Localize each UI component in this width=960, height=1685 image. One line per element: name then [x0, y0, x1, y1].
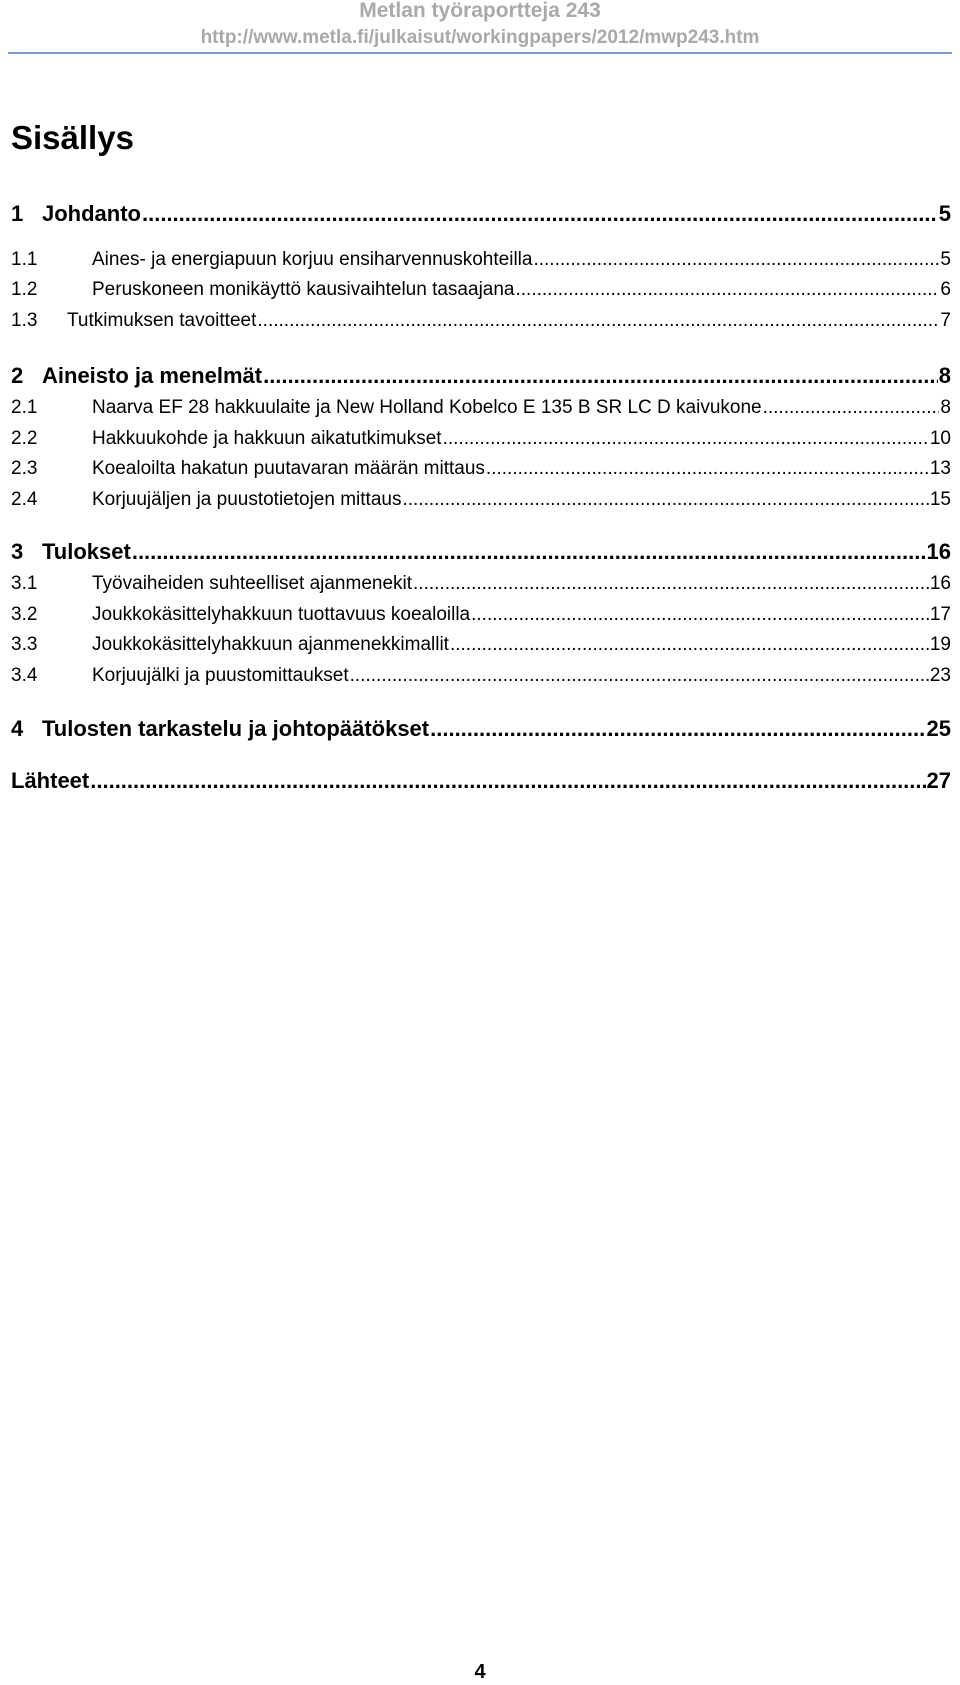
toc-entry-page: 23 — [929, 665, 951, 686]
toc-entry-label: Joukkokäsittelyhakkuun ajanmenekkimallit — [92, 634, 449, 655]
toc-entry-label: Lähteet — [11, 768, 90, 793]
toc-leader-dots — [402, 488, 928, 512]
toc-entry-number: 1.3 — [11, 310, 38, 331]
toc-entry-references[interactable] — [11, 767, 951, 795]
toc-entry-page: 19 — [929, 634, 951, 655]
toc-entry-page: 7 — [940, 310, 951, 331]
toc-entry-number: 3.3 — [11, 634, 38, 655]
toc-entry-label: Aineisto ja menelmät — [42, 363, 263, 388]
toc-entry[interactable] — [11, 457, 951, 481]
toc-leader-dots — [533, 248, 939, 272]
toc-entry[interactable] — [11, 427, 951, 451]
toc-entry-page: 5 — [940, 249, 951, 270]
toc-entry[interactable] — [11, 278, 951, 302]
toc-entry-label: Hakkuukohde ja hakkuun aikatutkimukset — [92, 428, 442, 449]
toc-entry-number: 1.1 — [11, 249, 38, 270]
toc-entry-label: Koealoilta hakatun puutavaran määrän mittaus — [92, 458, 485, 479]
toc-entry[interactable] — [11, 538, 951, 566]
toc-entry-label: Naarva EF 28 hakkuulaite ja New Holland Kobelco E 135 B SR LC D kaivukone — [92, 397, 762, 418]
toc-entry-label: Tulokset — [42, 539, 131, 564]
toc-entry-label: Korjuujäljen ja puustotietojen mittaus — [92, 489, 402, 510]
toc-entry-page: 15 — [929, 489, 951, 510]
toc-entry-number: 3.4 — [11, 665, 38, 686]
toc-entry-number: 1.2 — [11, 279, 38, 300]
toc-leader-dots — [350, 664, 929, 688]
page-number: 4 — [474, 1661, 486, 1683]
toc-entry[interactable] — [11, 396, 951, 420]
toc-leader-dots — [486, 457, 929, 481]
toc-entry-label: Tulosten tarkastelu ja johtopäätökset — [42, 716, 430, 741]
toc-entry-page: 16 — [929, 573, 951, 594]
series-url: http://www.metla.fi/julkaisut/workingpapers/2012/mwp243.htm — [200, 27, 760, 48]
toc-leader-dots — [413, 572, 929, 596]
toc-leader-dots — [90, 767, 925, 795]
toc-entry-number: 2.3 — [11, 458, 38, 479]
toc-entry-label: Peruskoneen monikäyttö kausivaihtelun tasaajana — [92, 279, 515, 300]
toc-entry-page: 16 — [926, 539, 951, 564]
toc-entry-label: Joukkokäsittelyhakkuun tuottavuus koealoilla — [92, 604, 471, 625]
toc-leader-dots — [450, 633, 929, 657]
toc-entry-number: 1 — [11, 201, 24, 226]
series-title: Metlan työraportteja 243 — [359, 0, 601, 22]
toc-entry[interactable] — [11, 664, 951, 688]
toc-entry-label: Tutkimuksen tavoitteet — [67, 310, 257, 331]
toc-leader-dots — [142, 200, 938, 228]
toc-entry[interactable] — [11, 309, 951, 333]
toc-entry[interactable] — [11, 715, 951, 743]
toc-leader-dots — [257, 309, 939, 333]
toc-entry-number: 3 — [11, 539, 24, 564]
toc-leader-dots — [516, 278, 940, 302]
toc-leader-dots — [263, 362, 938, 390]
toc-entry-page: 17 — [929, 604, 951, 625]
toc-entry-label: Korjuujälki ja puustomittaukset — [92, 665, 349, 686]
toc-entry-page: 25 — [926, 716, 951, 741]
page-title: Sisällys — [11, 119, 134, 156]
toc-entry-page: 5 — [938, 201, 951, 226]
toc-entry-page: 8 — [938, 363, 951, 388]
toc-leader-dots — [132, 538, 926, 566]
toc-leader-dots — [443, 427, 929, 451]
toc-entry-number: 2.1 — [11, 397, 38, 418]
toc-entry-number: 2 — [11, 363, 24, 388]
toc-entry-number: 2.2 — [11, 428, 38, 449]
toc-entry-number: 3.2 — [11, 604, 38, 625]
toc-entry[interactable] — [11, 488, 951, 512]
toc-entry[interactable] — [11, 248, 951, 272]
header-divider — [8, 52, 952, 54]
toc-entry-page: 13 — [929, 458, 951, 479]
toc-entry-label: Johdanto — [42, 201, 141, 226]
toc-entry[interactable] — [11, 572, 951, 596]
toc-entry[interactable] — [11, 362, 951, 390]
toc-entry-page: 8 — [940, 397, 951, 418]
toc-entry-page: 27 — [926, 768, 951, 793]
toc-entry-number: 3.1 — [11, 573, 38, 594]
toc-entry-number: 2.4 — [11, 489, 38, 510]
toc-entry-page: 6 — [940, 279, 951, 300]
toc-entry-number: 4 — [11, 716, 24, 741]
toc-entry-label: Työvaiheiden suhteelliset ajanmenekit — [92, 573, 413, 594]
toc-entry-page: 10 — [929, 428, 951, 449]
toc-leader-dots — [763, 396, 940, 420]
toc-entry-label: Aines- ja energiapuun korjuu ensiharvennuskohteilla — [92, 249, 533, 270]
toc-entry[interactable] — [11, 200, 951, 228]
toc-leader-dots — [471, 603, 929, 627]
toc-entry[interactable] — [11, 633, 951, 657]
toc-leader-dots — [430, 715, 925, 743]
toc-entry[interactable] — [11, 603, 951, 627]
